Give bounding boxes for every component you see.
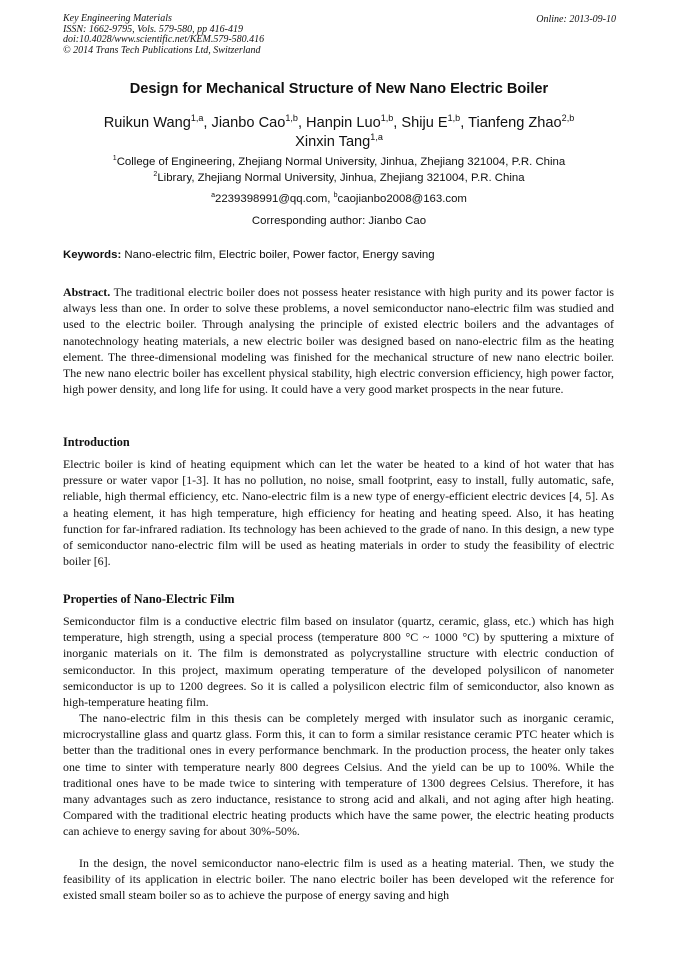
section-heading-introduction: Introduction xyxy=(63,435,130,449)
journal-header xyxy=(63,14,264,56)
author: Xinxin Tang$^{1,a}$ xyxy=(295,132,383,150)
abstract-label: Abstract. xyxy=(63,285,111,299)
copyright-line: © 2014 Trans Tech Publications Ltd, Switzerland xyxy=(63,44,261,56)
keywords-label: Keywords: xyxy=(63,249,122,261)
author: Ruikun Wang$^{1,a}$, xyxy=(103,113,212,131)
author: Shiju E$^{1,b}$, xyxy=(401,113,469,131)
issn-line: ISSN: 1662-9795, Vols. 579-580, pp 416-419 xyxy=(63,23,243,35)
corresponding-author: Corresponding author: Jianbo Cao xyxy=(251,215,427,227)
author-list xyxy=(40,114,638,152)
author: Hanpin Luo$^{1,b}$, xyxy=(306,113,402,131)
paper-title: Design for Mechanical Structure of New Nano Electric Boiler xyxy=(129,81,549,97)
author: Tianfeng Zhao$^{2,b}$ xyxy=(468,113,575,131)
journal-name: Key Engineering Materials xyxy=(63,13,172,24)
properties-paragraph-2: The nano-electric film in this thesis can be completely merged with insulator such as inorganic ceramic, microcrystalline glass and quartz glass. Form this, it can to form a similar resistance ceramic PTC heater which is better than the traditional ones in every performance benchmark. In the production process, the heater only takes one time to sinter with temperature nearly 800 degrees Celsius. And the yield can be up to 100%. While the traditional ones have to be made twice to sintering with temperature of 1300 degrees Celsius. Therefore, it has many advantages such as zero inductance, resistance to strong acid and alkali, and not aging after high heating. Compared with the traditional electric heating products which have the same power, the electric heating products can achieve to energy saving for about 30%-50%. xyxy=(63,711,614,839)
properties-paragraph-3: In the design, the novel semiconductor nano-electric film is used as a heating material. Then, we study the feasibility of its application in electric boiler. The nano electric boiler has been developed wit the reference for existed small steam boiler so as to achieve the purpose of energy saving and high xyxy=(63,856,614,903)
doi-line: doi:10.4028/www.scientific.net/KEM.579-580.416 xyxy=(63,34,265,46)
introduction-paragraph: Electric boiler is kind of heating equipment which can let the water be heated to a kind of hot water that has pressure or water vapor [1-3]. It has no pollution, no noise, small footprint, easy to install, fully automatic, safe, reliable, high thermal efficiency, etc. Nano-electric film is a new type of energy-efficient electric devices [4, 5]. As a heating element, it has high temperature, high efficiency for heating and heating speed. Also, it has heating function for far-infrared radiation. Its technology has been achieved to the grade of nano. In this design, a new type of semiconductor nano-electric film will be used as heating materials in order to study the feasibility of electric boiler [6]. xyxy=(63,457,614,569)
keywords: Keywords: Nano-electric film, Electric boiler, Power factor, Energy saving xyxy=(63,249,435,261)
affiliation-2: $^2$Library, Zhejiang Normal University, Jinhua, Zhejiang 321004, P.R. China xyxy=(153,171,525,184)
author: Jianbo Cao$^{1,b}$, xyxy=(211,113,307,131)
email-line: $^a$2239398991@qq.com, $^b$caojianbo2008@163.com xyxy=(211,192,467,205)
affiliation-1: $^1$College of Engineering, Zhejiang Normal University, Jinhua, Zhejiang 321004, P.R. China xyxy=(112,155,566,168)
properties-paragraph-1: Semiconductor film is a conductive electric film based on insulator (quartz, ceramic, glass, etc.) which has high temperature, high strength, using a special process (temperature 800 °C ~ 1000 °C) by sputtering a mixture of inorganic materials on it. The film is demonstrated as polycrystalline structure with electric conduction of semiconductor. In this project, maximum operating temperature of the developed polysilicon of nanometer semiconductor is up to 1200 degrees. So it is called a polysilicon electric film of semiconductor, also known as high-temperature heating film. xyxy=(63,614,614,710)
abstract: Abstract. The traditional electric boiler does not possess heater resistance with high purity and its power factor is always less than one. In order to solve these problems, a novel semiconductor nano-electric film was studied and used to the electric boiler. Through analysing the principle of existed electric boilers and the advantages of nanotechnology heating materials, a new electric boiler was designed based on nano-electric film as the heating element. The three-dimensional modeling was finished for the mechanical structure of new nano electric boiler. The new nano electric boiler has excellent physical stability, high electric conversion efficiency, high power factor, high power density, and long life for using. It could have a very good market prospects in the near future. xyxy=(63,285,614,397)
online-date: Online: 2013-09-10 xyxy=(536,14,616,25)
section-heading-properties: Properties of Nano-Electric Film xyxy=(63,592,235,606)
